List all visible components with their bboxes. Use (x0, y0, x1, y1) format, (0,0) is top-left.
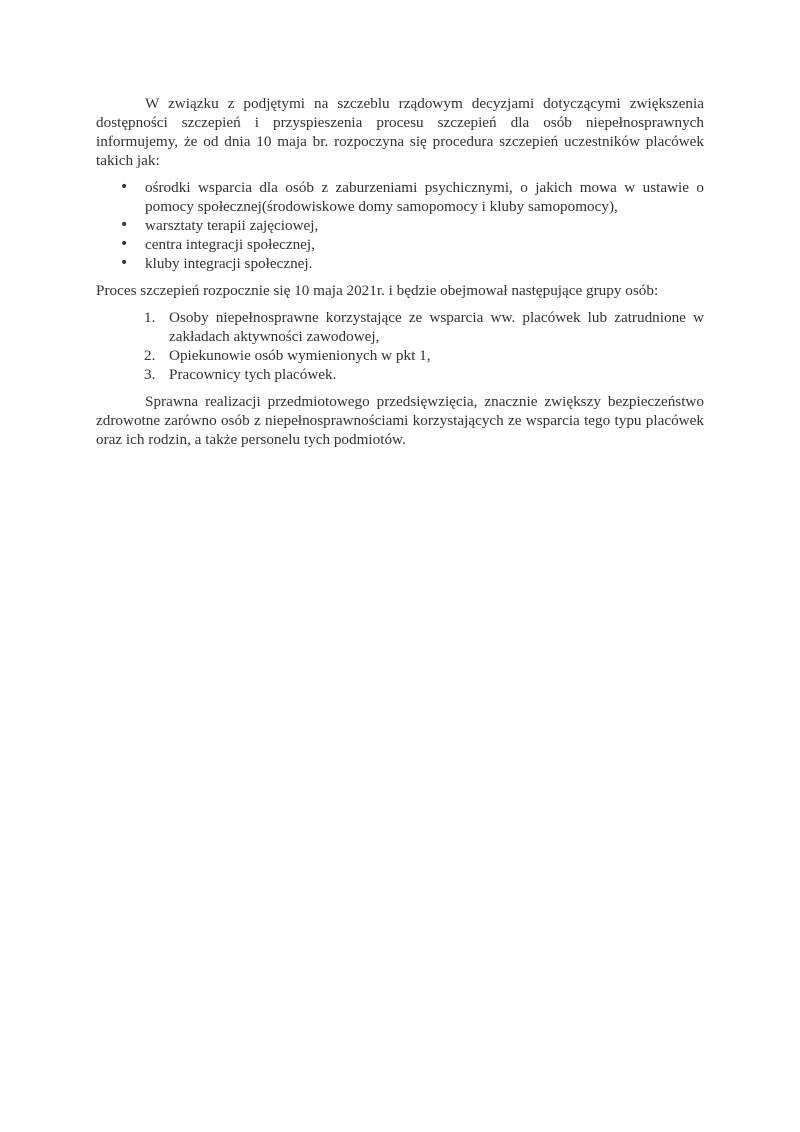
groups-list (96, 308, 704, 384)
list-item (96, 308, 704, 346)
list-item (96, 254, 704, 273)
bullet-icon: • (120, 255, 129, 271)
list-item-text: warsztaty terapii zajęciowej, (145, 217, 319, 234)
list-item (96, 365, 704, 384)
bullet-icon: • (120, 217, 129, 233)
list-number: 3. (144, 366, 156, 383)
list-item-text: kluby integracji społecznej. (145, 255, 313, 272)
list-item-text: centra integracji społecznej, (145, 236, 315, 253)
process-paragraph: Proces szczepień rozpocznie się 10 maja 2021r. i będzie obejmował następujące grupy osób: (96, 282, 659, 299)
list-item-text: ośrodki wsparcia dla osób z zaburzeniami psychicznymi, o jakich mowa w ustawie o pomocy społecznej(środowiskowe domy samopomocy i kluby samopomocy), (145, 179, 704, 215)
closing-paragraph: Sprawna realizacji przedmiotowego przedsięwzięcia, znacznie zwiększy bezpieczeństwo zdrowotne zarówno osób z niepełnosprawnościami korzystających ze wsparcia tego typu placówek oraz ich rodzin, a także personelu tych podmiotów. (96, 393, 704, 448)
list-item (96, 216, 704, 235)
facilities-list (96, 178, 704, 273)
list-item-text: Opiekunowie osób wymienionych w pkt 1, (169, 347, 431, 364)
bullet-icon: • (120, 236, 129, 252)
bullet-icon: • (120, 179, 129, 195)
list-number: 2. (144, 347, 156, 364)
list-item (96, 178, 704, 216)
list-number: 1. (144, 309, 156, 326)
document-body (96, 94, 704, 449)
list-item-text: Pracownicy tych placówek. (169, 366, 337, 383)
list-item (96, 235, 704, 254)
list-item-text: Osoby niepełnosprawne korzystające ze wsparcia ww. placówek lub zatrudnione w zakładach aktywności zawodowej, (169, 309, 704, 345)
intro-paragraph: W związku z podjętymi na szczeblu rządowym decyzjami dotyczącymi zwiększenia dostępności szczepień i przyspieszenia procesu szczepień dla osób niepełnosprawnych informujemy, że od dnia 10 maja br. rozpoczyna się procedura szczepień uczestników placówek takich jak: (96, 95, 704, 169)
list-item (96, 346, 704, 365)
